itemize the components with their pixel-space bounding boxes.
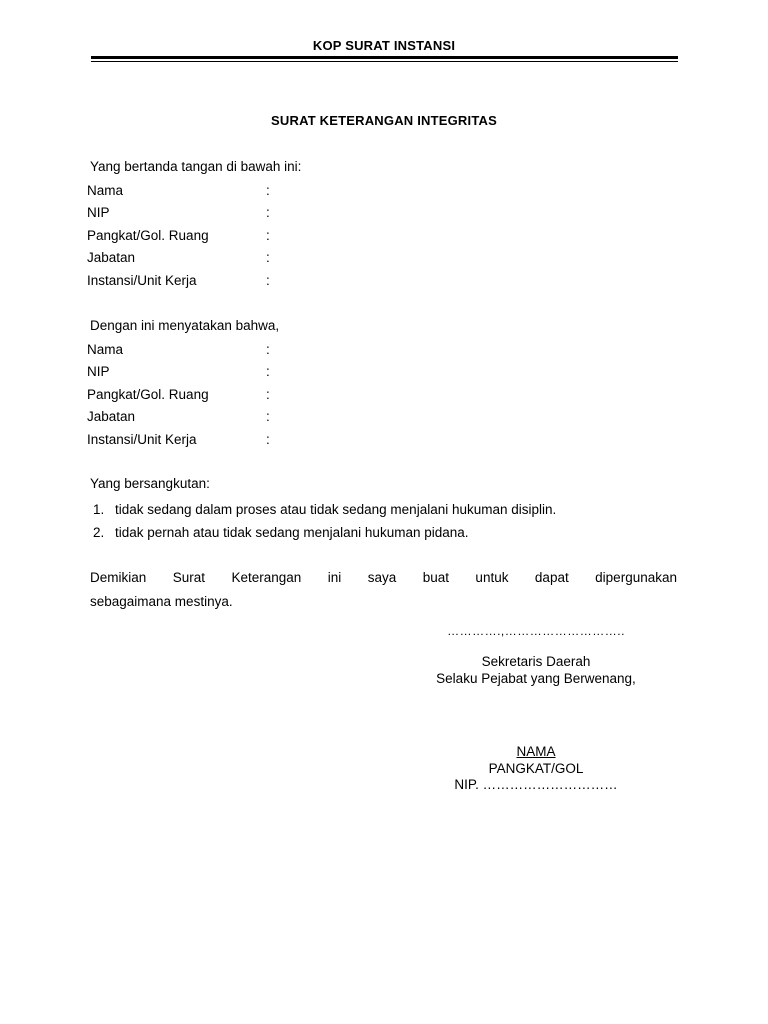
field-label: NIP — [87, 205, 110, 221]
subject-fields — [87, 339, 387, 452]
field-colon: : — [266, 272, 270, 288]
signatory-name: NAMA — [516, 744, 556, 759]
list-text: tidak sedang dalam proses atau tidak sedang menjalani hukuman disiplin. — [115, 502, 557, 517]
document-title: SURAT KETERANGAN INTEGRITAS — [271, 113, 497, 128]
field-label: Instansi/Unit Kerja — [87, 431, 197, 447]
list-item — [93, 521, 693, 544]
letterhead-rule-thick — [91, 56, 678, 59]
field-label: Nama — [87, 182, 124, 198]
field-label: Pangkat/Gol. Ruang — [87, 227, 209, 243]
signatory-rank: PANGKAT/GOL — [488, 760, 584, 776]
field-row-rank — [87, 384, 387, 407]
field-label: Instansi/Unit Kerja — [87, 272, 197, 288]
subject-intro: Yang bersangkutan: — [90, 476, 210, 491]
field-colon: : — [266, 205, 270, 221]
field-colon: : — [266, 409, 270, 425]
conditions-list — [93, 498, 693, 544]
closing-line-2: sebagaimana mestinya. — [90, 593, 233, 609]
field-colon: : — [266, 182, 270, 198]
field-colon: : — [266, 341, 270, 357]
signatory-capacity: Selaku Pejabat yang Berwenang, — [436, 670, 636, 686]
declaration-intro: Dengan ini menyatakan bahwa, — [90, 318, 280, 333]
signatory-fields — [87, 180, 387, 293]
field-row-position — [87, 406, 387, 429]
field-colon: : — [266, 250, 270, 266]
list-number: 2. — [93, 525, 105, 540]
field-row-position — [87, 247, 387, 270]
field-row-nip — [87, 202, 387, 225]
field-colon: : — [266, 364, 270, 380]
field-row-nip — [87, 361, 387, 384]
field-row-agency — [87, 270, 387, 293]
field-label: Jabatan — [87, 250, 136, 266]
closing-line-1: Demikian Surat Keterangan ini saya buat untuk dapat dipergunakan — [90, 570, 677, 585]
field-row-rank — [87, 225, 387, 248]
field-colon: : — [266, 386, 270, 402]
list-number: 1. — [93, 502, 105, 517]
signatory-intro: Yang bertanda tangan di bawah ini: — [90, 159, 302, 174]
letterhead-rule-thin — [91, 61, 678, 62]
list-text: tidak pernah atau tidak sedang menjalani hukuman pidana. — [115, 525, 469, 540]
signatory-identity — [395, 744, 677, 794]
closing-paragraph — [90, 566, 677, 613]
letterhead: KOP SURAT INSTANSI — [312, 38, 456, 53]
place-date: ………….,……………………….. — [447, 624, 625, 638]
field-label: NIP — [87, 364, 110, 380]
signatory-role: Sekretaris Daerah — [481, 654, 591, 669]
field-row-agency — [87, 429, 387, 452]
field-label: Nama — [87, 341, 124, 357]
list-item — [93, 498, 693, 521]
field-label: Jabatan — [87, 409, 136, 425]
field-row-name — [87, 339, 387, 362]
field-row-name — [87, 180, 387, 203]
field-label: Pangkat/Gol. Ruang — [87, 386, 209, 402]
field-colon: : — [266, 431, 270, 447]
signatory-title — [395, 654, 677, 687]
signatory-nip: NIP. ………………………… — [454, 777, 618, 792]
field-colon: : — [266, 227, 270, 243]
